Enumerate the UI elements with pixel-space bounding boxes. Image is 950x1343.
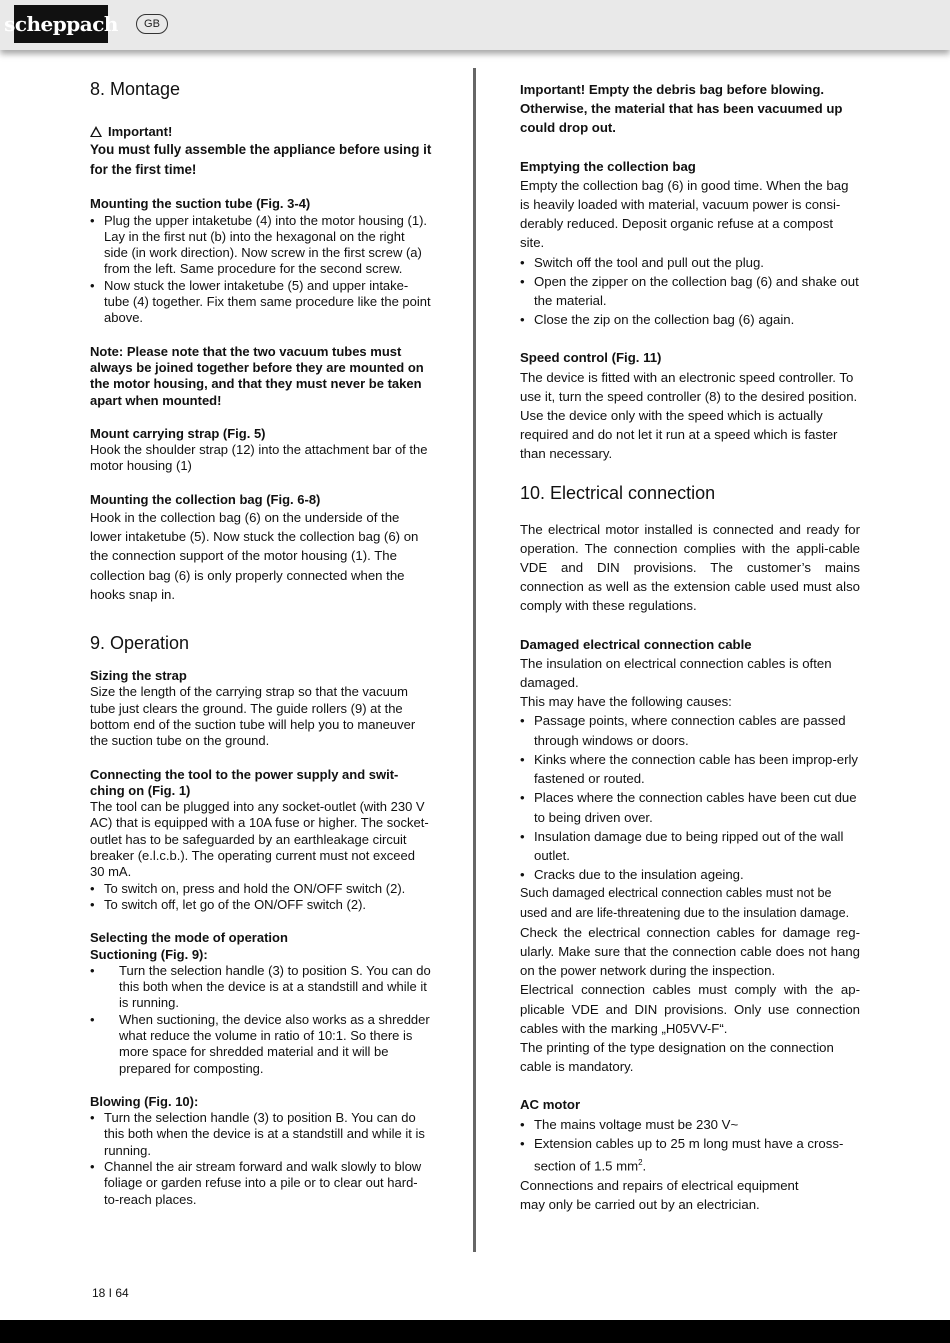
section-title-montage: 8. Montage: [90, 79, 181, 99]
header-bar: [0, 0, 950, 50]
electrical-text: The electrical motor installed is connected and ready for operation. The connection complies with the appli-cable VDE and DIN provisions. The customer’s mains connection as well as the extension cable used must also comply with these regulations.: [520, 521, 860, 614]
column-divider: [473, 68, 476, 1252]
list-item: • To switch on, press and hold the ON/OFF switch (2).: [90, 881, 432, 897]
note-text: Note: Please note that the two vacuum tubes must always be joined together before they are mounted on the motor housing, and that they must never be taken apart when mounted!: [90, 343, 424, 408]
list-item: • Now stuck the lower intaketube (5) and upper intake-tube (4) together. Fix them same procedure like the point above.: [90, 278, 432, 327]
damaged-text-5: Electrical connection cables must comply with the ap-plicable VDE and DIN provisions. Only use connection cables with the marking „H05VV-F“.: [520, 982, 860, 1036]
important-empty-text: Important! Empty the debris bag before blowing. Otherwise, the material that has been vacuumed up could drop out.: [520, 82, 843, 136]
list-item: • Plug the upper intaketube (4) into the motor housing (1). Lay in the first nut (b) into the hexagonal on the right side (in work direction). Now screw in the first screw (a) from the left. Same procedure for the second screw.: [90, 213, 432, 278]
section-title-operation: 9. Operation: [90, 633, 190, 654]
damaged-list: [520, 711, 860, 884]
mode-heading: Selecting the mode of operation: [90, 930, 288, 946]
damaged-text-2: This may have the following causes:: [520, 694, 732, 710]
bag-heading: Mounting the collection bag (Fig. 6-8): [90, 491, 321, 507]
suctioning-list: [90, 963, 432, 1077]
connect-list: [90, 881, 432, 914]
right-column: [520, 80, 860, 1214]
section-title-electrical: 10. Electrical connection: [520, 482, 716, 503]
footer-bar: [0, 1320, 950, 1343]
page-number: 18 I 64: [92, 1286, 129, 1300]
brand-logo: scheppach: [14, 5, 108, 43]
blowing-heading: Blowing (Fig. 10):: [90, 1093, 199, 1109]
sizing-text: Size the length of the carrying strap so that the vacuum tube just clears the ground. The guide rollers (9) at the bottom end of the suction tube will help you to maneuver the suction tube on the ground.: [90, 684, 416, 749]
ac-text-1: Connections and repairs of electrical equipment: [520, 1177, 799, 1193]
bag-text: Hook in the collection bag (6) on the underside of the lower intaketube (5). Now stuck the collection bag (6) on the connection support of the motor housing (1). The collection bag (6) is only properly connected when the hooks snap in.: [90, 510, 419, 602]
damaged-text-3: Such damaged electrical connection cables must not be used and are life-threatening due to the insulation damage.: [520, 886, 850, 920]
damaged-text-4: Check the electrical connection cables for damage reg-ularly. Make sure that the connection cable does not hang on the power network during the inspection.: [520, 924, 860, 979]
ac-motor-list: [520, 1115, 860, 1176]
list-item: • Open the zipper on the collection bag (6) and shake out the material.: [520, 272, 860, 310]
warning-icon: [90, 126, 102, 137]
strap-heading: Mount carrying strap (Fig. 5): [90, 425, 266, 441]
list-item: • Switch off the tool and pull out the plug.: [520, 253, 860, 272]
list-item: • When suctioning, the device also works as a shredder what reduce the volume in ratio of 10:1. So there is more space for shredded material and it will be prepared for composting.: [90, 1012, 432, 1077]
speed-heading: Speed control (Fig. 11): [520, 350, 662, 366]
list-item: • To switch off, let go of the ON/OFF switch (2).: [90, 897, 432, 913]
emptying-text: Empty the collection bag (6) in good time. When the bag is heavily loaded with material, vacuum power is consi-derably reduced. Deposit organic refuse at a compost site.: [520, 177, 849, 251]
list-item: • Insulation damage due to being ripped out of the wall outlet.: [520, 827, 860, 865]
list-item: • Extension cables up to 25 m long must have a cross-section of 1.5 $mm^2$.: [520, 1134, 860, 1176]
damaged-heading: Damaged electrical connection cable: [520, 636, 752, 652]
list-item: • Close the zip on the collection bag (6) again.: [520, 310, 860, 329]
speed-text: The device is fitted with an electronic speed controller. To use it, turn the speed controller (8) to the desired position. Use the device only with the speed which is actually required and do not let it run at a speed which is faster than necessary.: [520, 369, 858, 462]
connect-text: The tool can be plugged into any socket-outlet (with 230 V AC) that is equipped with a 10A fuse or higher. The socket-outlet has to be safeguarded by an earthleakage circuit breaker (e.l.c.b.). The operating current must not exceed 30 mA.: [90, 799, 429, 880]
language-badge: GB: [136, 14, 168, 34]
suction-tube-list: [90, 213, 432, 327]
emptying-list: [520, 253, 860, 330]
strap-text: Hook the shoulder strap (12) into the attachment bar of the motor housing (1): [90, 442, 428, 474]
left-column: [90, 76, 432, 1208]
damaged-text-6: The printing of the type designation on the connection cable is mandatory.: [520, 1039, 834, 1075]
list-item: • Kinks where the connection cable has been improp-erly fastened or routed.: [520, 750, 860, 788]
emptying-heading: Emptying the collection bag: [520, 158, 696, 174]
suction-tube-heading: Mounting the suction tube (Fig. 3-4): [90, 196, 311, 212]
important-heading: Important!: [90, 124, 432, 140]
damaged-text-1: The insulation on electrical connection cables is often damaged.: [520, 655, 832, 691]
list-item: • Cracks due to the insulation ageing.: [520, 865, 860, 884]
list-item: • Channel the air stream forward and walk slowly to blow foliage or garden refuse into a pile or to clear out hard-to-reach places.: [90, 1159, 432, 1208]
blowing-list: [90, 1110, 432, 1208]
important-text: You must fully assemble the appliance before using it for the first time!: [90, 142, 432, 177]
list-item: • Passage points, where connection cables are passed through windows or doors.: [520, 711, 860, 749]
list-item: • Places where the connection cables have been cut due to being driven over.: [520, 788, 860, 826]
list-item: • Turn the selection handle (3) to position S. You can do this both when the device is at a standstill and while it is running.: [90, 963, 432, 1012]
list-item: • Turn the selection handle (3) to position B. You can do this both when the device is at a standstill and while it is running.: [90, 1110, 432, 1159]
suctioning-heading: Suctioning (Fig. 9):: [90, 946, 208, 962]
list-item: • The mains voltage must be 230 V~: [520, 1115, 860, 1134]
connect-heading: Connecting the tool to the power supply and swit-ching on (Fig. 1): [90, 766, 399, 798]
sizing-heading: Sizing the strap: [90, 668, 187, 684]
ac-motor-heading: AC motor: [520, 1097, 581, 1113]
ac-text-2: may only be carried out by an electrician.: [520, 1196, 760, 1212]
